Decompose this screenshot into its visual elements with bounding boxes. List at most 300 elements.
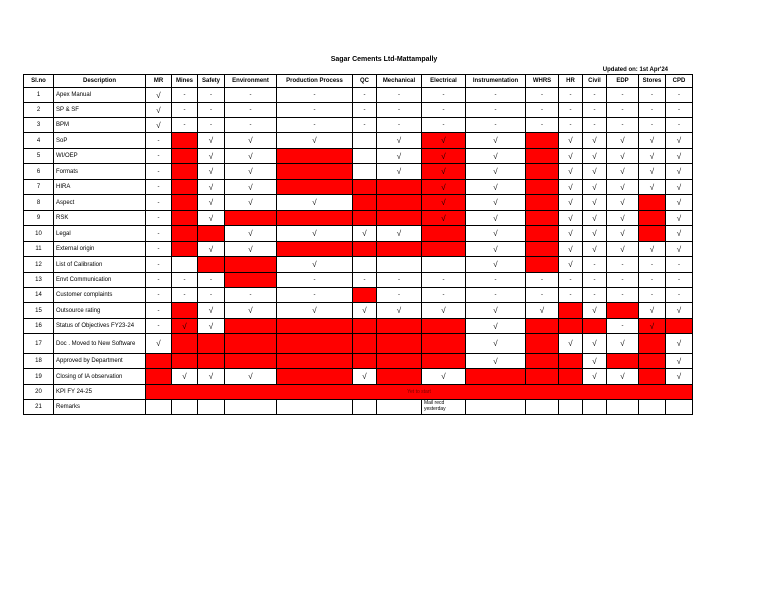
- status-cell: √: [666, 164, 693, 180]
- status-cell: √: [466, 149, 526, 164]
- status-cell: -: [583, 118, 607, 133]
- column-header: WHRS: [526, 75, 559, 88]
- row-description: SoP: [54, 133, 146, 149]
- status-cell: √: [583, 133, 607, 149]
- table-row: [24, 180, 693, 195]
- status-cell: √: [277, 195, 353, 211]
- status-cell: √: [225, 369, 277, 385]
- status-cell: -: [225, 103, 277, 118]
- status-cell: √: [639, 180, 666, 195]
- status-cell: √: [466, 303, 526, 319]
- row-description: Outsource rating: [54, 303, 146, 319]
- status-cell: -: [607, 288, 639, 303]
- status-cell: [353, 288, 377, 303]
- status-cell: -: [172, 273, 198, 288]
- status-cell: -: [146, 257, 172, 273]
- status-cell: -: [466, 88, 526, 103]
- status-cell: [172, 303, 198, 319]
- status-cell: √: [666, 133, 693, 149]
- row-number: 1: [24, 88, 54, 103]
- column-header: Production Process: [277, 75, 353, 88]
- row-description: Customer complaints: [54, 288, 146, 303]
- status-cell: [277, 354, 353, 369]
- status-cell: [466, 369, 526, 385]
- status-cell: [666, 319, 693, 334]
- status-cell: √: [607, 226, 639, 242]
- row-description: WI/OEP: [54, 149, 146, 164]
- status-cell: [172, 400, 198, 415]
- row-number: 14: [24, 288, 54, 303]
- status-cell: [559, 303, 583, 319]
- status-cell: √: [225, 133, 277, 149]
- status-cell: -: [198, 118, 225, 133]
- column-header: Safety: [198, 75, 225, 88]
- status-cell: [225, 257, 277, 273]
- status-cell: [422, 257, 466, 273]
- status-cell: -: [422, 118, 466, 133]
- status-cell: √: [198, 195, 225, 211]
- status-cell: √: [466, 319, 526, 334]
- status-cell: [172, 242, 198, 257]
- column-header: Mines: [172, 75, 198, 88]
- status-cell: [607, 354, 639, 369]
- column-header: MR: [146, 75, 172, 88]
- status-cell: √: [146, 334, 172, 354]
- status-cell: [526, 149, 559, 164]
- status-cell: [172, 334, 198, 354]
- status-cell: [353, 400, 377, 415]
- status-cell: -: [146, 288, 172, 303]
- status-cell: [422, 334, 466, 354]
- status-cell: -: [526, 118, 559, 133]
- status-cell: √: [559, 242, 583, 257]
- status-cell: [639, 226, 666, 242]
- table-row: [24, 103, 693, 118]
- status-cell: -: [583, 88, 607, 103]
- status-cell: [225, 273, 277, 288]
- row-number: 7: [24, 180, 54, 195]
- status-cell: -: [583, 288, 607, 303]
- status-cell: [172, 133, 198, 149]
- column-header: Environment: [225, 75, 277, 88]
- status-cell: -: [353, 118, 377, 133]
- status-cell: -: [198, 288, 225, 303]
- status-cell: -: [526, 103, 559, 118]
- status-cell: √: [583, 303, 607, 319]
- column-header: Civil: [583, 75, 607, 88]
- row-number: 11: [24, 242, 54, 257]
- status-cell: [198, 334, 225, 354]
- status-cell: -: [146, 180, 172, 195]
- status-cell: -: [172, 103, 198, 118]
- status-cell: [607, 303, 639, 319]
- status-cell: √: [225, 149, 277, 164]
- status-cell: √: [466, 242, 526, 257]
- status-cell: -: [225, 288, 277, 303]
- table-row: [24, 354, 693, 369]
- status-cell: [172, 257, 198, 273]
- row-number: 17: [24, 334, 54, 354]
- column-header: Sl.no: [24, 75, 54, 88]
- row-number: 8: [24, 195, 54, 211]
- status-cell: -: [466, 118, 526, 133]
- status-cell: -: [146, 319, 172, 334]
- column-header: EDP: [607, 75, 639, 88]
- status-cell: [172, 211, 198, 226]
- status-cell: -: [559, 88, 583, 103]
- column-header: Instrumentation: [466, 75, 526, 88]
- status-cell: √: [422, 164, 466, 180]
- status-cell: -: [277, 103, 353, 118]
- status-cell: √: [198, 180, 225, 195]
- row-description: BPM: [54, 118, 146, 133]
- status-cell: -: [559, 103, 583, 118]
- status-cell: [277, 242, 353, 257]
- row-description: Remarks: [54, 400, 146, 415]
- status-cell: √: [583, 211, 607, 226]
- table-row: [24, 242, 693, 257]
- status-cell: [353, 257, 377, 273]
- status-cell: √: [198, 319, 225, 334]
- table-row: [24, 400, 693, 415]
- status-cell: -: [666, 118, 693, 133]
- status-cell: √: [607, 242, 639, 257]
- status-cell: √: [198, 149, 225, 164]
- status-cell: [583, 319, 607, 334]
- status-cell: √: [422, 149, 466, 164]
- status-cell: [353, 180, 377, 195]
- status-cell: √: [666, 369, 693, 385]
- status-cell: -: [146, 164, 172, 180]
- status-cell: [377, 354, 422, 369]
- status-cell: -: [666, 257, 693, 273]
- row-description: HIRA: [54, 180, 146, 195]
- status-cell: √: [666, 211, 693, 226]
- status-cell: √: [422, 211, 466, 226]
- status-cell: [377, 257, 422, 273]
- status-cell: -: [377, 118, 422, 133]
- status-cell: -: [146, 242, 172, 257]
- status-cell: [353, 242, 377, 257]
- status-cell: √: [583, 149, 607, 164]
- status-cell: √: [377, 303, 422, 319]
- status-cell: √: [666, 149, 693, 164]
- status-cell: √: [583, 369, 607, 385]
- status-cell: -: [146, 273, 172, 288]
- status-cell: [225, 211, 277, 226]
- row-description: Envt Communication: [54, 273, 146, 288]
- status-cell: √: [225, 242, 277, 257]
- status-cell: √: [639, 319, 666, 334]
- status-cell: √: [559, 164, 583, 180]
- status-cell: √: [422, 195, 466, 211]
- status-cell: √: [607, 133, 639, 149]
- status-cell: [277, 211, 353, 226]
- status-cell: √: [666, 354, 693, 369]
- status-cell: [353, 133, 377, 149]
- status-cell: -: [353, 103, 377, 118]
- row-number: 2: [24, 103, 54, 118]
- column-header: HR: [559, 75, 583, 88]
- status-cell: [526, 334, 559, 354]
- column-header: Mechanical: [377, 75, 422, 88]
- status-cell: √: [666, 180, 693, 195]
- status-cell: -: [422, 103, 466, 118]
- status-cell: -: [198, 88, 225, 103]
- status-cell: √: [639, 149, 666, 164]
- status-cell: [639, 354, 666, 369]
- status-cell: √: [466, 211, 526, 226]
- status-cell: [377, 195, 422, 211]
- status-cell: [583, 400, 607, 415]
- row-number: 19: [24, 369, 54, 385]
- status-cell: -: [666, 288, 693, 303]
- status-cell: [377, 334, 422, 354]
- row-description: SP & SF: [54, 103, 146, 118]
- status-cell: [526, 180, 559, 195]
- row-description: Formats: [54, 164, 146, 180]
- status-cell: √: [559, 149, 583, 164]
- status-cell: [172, 164, 198, 180]
- status-cell: -: [607, 103, 639, 118]
- column-header: CPD: [666, 75, 693, 88]
- status-cell: √: [198, 303, 225, 319]
- row-number: 12: [24, 257, 54, 273]
- table-row: [24, 118, 693, 133]
- row-number: 21: [24, 400, 54, 415]
- status-cell: √: [277, 133, 353, 149]
- status-cell: -: [639, 103, 666, 118]
- status-cell: -: [559, 288, 583, 303]
- row-description: KPI FY 24-25: [54, 385, 146, 400]
- status-cell: -: [422, 88, 466, 103]
- status-cell: -: [353, 273, 377, 288]
- status-cell: √: [526, 303, 559, 319]
- table-row: [24, 88, 693, 103]
- status-cell: -: [198, 273, 225, 288]
- status-cell: √: [583, 242, 607, 257]
- status-cell: -: [583, 103, 607, 118]
- status-cell: √: [666, 242, 693, 257]
- status-cell: [526, 242, 559, 257]
- status-cell: -: [526, 88, 559, 103]
- status-cell: [198, 257, 225, 273]
- column-header: QC: [353, 75, 377, 88]
- table-row: [24, 226, 693, 242]
- status-cell: √: [225, 226, 277, 242]
- status-cell: [277, 319, 353, 334]
- table-row: [24, 334, 693, 354]
- status-cell: -: [526, 273, 559, 288]
- status-cell: [526, 319, 559, 334]
- row-description: External origin: [54, 242, 146, 257]
- status-cell: √: [353, 303, 377, 319]
- status-cell: √: [422, 133, 466, 149]
- status-cell: [422, 226, 466, 242]
- status-cell: √: [466, 133, 526, 149]
- status-cell: √: [225, 303, 277, 319]
- status-cell: -: [146, 303, 172, 319]
- row-number: 16: [24, 319, 54, 334]
- status-cell: [639, 400, 666, 415]
- status-cell: [526, 195, 559, 211]
- status-cell: -: [607, 273, 639, 288]
- status-cell: -: [639, 88, 666, 103]
- table-row: [24, 303, 693, 319]
- row-number: 10: [24, 226, 54, 242]
- status-cell: [353, 211, 377, 226]
- status-cell: [377, 211, 422, 226]
- status-cell: [198, 226, 225, 242]
- status-cell: [353, 334, 377, 354]
- status-cell: -: [377, 103, 422, 118]
- status-cell: √: [583, 164, 607, 180]
- status-cell: [422, 319, 466, 334]
- status-cell: [559, 369, 583, 385]
- status-cell: [198, 400, 225, 415]
- status-cell: √: [607, 149, 639, 164]
- status-cell: -: [377, 288, 422, 303]
- status-cell: -: [666, 273, 693, 288]
- status-cell: √: [146, 88, 172, 103]
- status-cell: -: [422, 273, 466, 288]
- status-cell: √: [466, 195, 526, 211]
- status-cell: -: [639, 118, 666, 133]
- status-cell: [526, 211, 559, 226]
- status-cell: [639, 211, 666, 226]
- status-cell: [198, 354, 225, 369]
- status-cell: √: [146, 103, 172, 118]
- status-cell: [225, 354, 277, 369]
- status-cell: √: [377, 149, 422, 164]
- status-cell: √: [225, 195, 277, 211]
- status-cell: [353, 195, 377, 211]
- status-cell: -: [172, 288, 198, 303]
- row-description: Apex Manual: [54, 88, 146, 103]
- status-cell: √: [146, 118, 172, 133]
- status-cell: [377, 319, 422, 334]
- table-row: [24, 273, 693, 288]
- status-cell: -: [277, 273, 353, 288]
- status-cell: [225, 400, 277, 415]
- row-description: RSK: [54, 211, 146, 226]
- status-cell: √: [666, 334, 693, 354]
- updated-date: Updated on: 1st Apr'24: [602, 67, 668, 73]
- status-cell: -: [146, 133, 172, 149]
- column-header: Electrical: [422, 75, 466, 88]
- status-cell: √: [607, 195, 639, 211]
- status-cell: √: [277, 226, 353, 242]
- status-cell: [172, 149, 198, 164]
- status-cell: √: [583, 354, 607, 369]
- status-cell: -: [146, 195, 172, 211]
- row-number: 4: [24, 133, 54, 149]
- row-description: Aspect: [54, 195, 146, 211]
- status-cell: √: [466, 226, 526, 242]
- status-cell: [639, 369, 666, 385]
- status-cell: √: [559, 257, 583, 273]
- status-cell: [277, 334, 353, 354]
- status-cell: √: [198, 242, 225, 257]
- status-cell: [666, 400, 693, 415]
- status-cell: [526, 257, 559, 273]
- status-cell: -: [607, 88, 639, 103]
- status-cell: [559, 400, 583, 415]
- status-cell: -: [607, 257, 639, 273]
- status-cell: [377, 369, 422, 385]
- status-cell: √: [422, 369, 466, 385]
- status-cell: √: [198, 133, 225, 149]
- status-cell: √: [422, 303, 466, 319]
- status-cell: √: [607, 369, 639, 385]
- status-cell: -: [377, 88, 422, 103]
- row-number: 6: [24, 164, 54, 180]
- status-cell: -: [146, 211, 172, 226]
- status-cell: [353, 319, 377, 334]
- status-cell: -: [583, 257, 607, 273]
- status-cell: [172, 195, 198, 211]
- status-cell: -: [422, 288, 466, 303]
- status-cell: √: [666, 226, 693, 242]
- status-cell: √: [198, 164, 225, 180]
- status-cell: -: [225, 88, 277, 103]
- row-number: 3: [24, 118, 54, 133]
- status-cell: √: [377, 133, 422, 149]
- status-cell: √: [466, 257, 526, 273]
- status-cell: [277, 164, 353, 180]
- status-cell: √: [639, 164, 666, 180]
- row-description: Legal: [54, 226, 146, 242]
- status-cell: √: [639, 303, 666, 319]
- status-cell: √: [559, 195, 583, 211]
- status-cell: [639, 334, 666, 354]
- table-row: [24, 385, 693, 400]
- status-cell: √: [559, 226, 583, 242]
- status-cell: √: [353, 226, 377, 242]
- row-number: 5: [24, 149, 54, 164]
- status-cell: -: [198, 103, 225, 118]
- status-cell: -: [172, 88, 198, 103]
- status-cell: [377, 400, 422, 415]
- row-description: Approved by Department: [54, 354, 146, 369]
- status-cell: [526, 354, 559, 369]
- status-cell: [172, 180, 198, 195]
- status-cell: √: [353, 369, 377, 385]
- status-cell: √: [583, 195, 607, 211]
- status-cell: [277, 180, 353, 195]
- table-row: [24, 211, 693, 226]
- status-cell: √: [377, 164, 422, 180]
- status-cell: [526, 133, 559, 149]
- status-cell: √: [666, 195, 693, 211]
- status-cell: [526, 164, 559, 180]
- status-cell: √: [607, 334, 639, 354]
- status-cell: -: [607, 118, 639, 133]
- table-row: [24, 288, 693, 303]
- column-header: Description: [54, 75, 146, 88]
- status-cell: √: [422, 180, 466, 195]
- status-cell: √: [225, 180, 277, 195]
- status-cell: -: [607, 319, 639, 334]
- status-cell: √: [607, 211, 639, 226]
- status-cell: -: [277, 288, 353, 303]
- status-cell: √: [559, 334, 583, 354]
- table-row: [24, 164, 693, 180]
- status-cell: -: [583, 273, 607, 288]
- status-table: [23, 74, 693, 415]
- row-number: 9: [24, 211, 54, 226]
- status-cell: √: [198, 211, 225, 226]
